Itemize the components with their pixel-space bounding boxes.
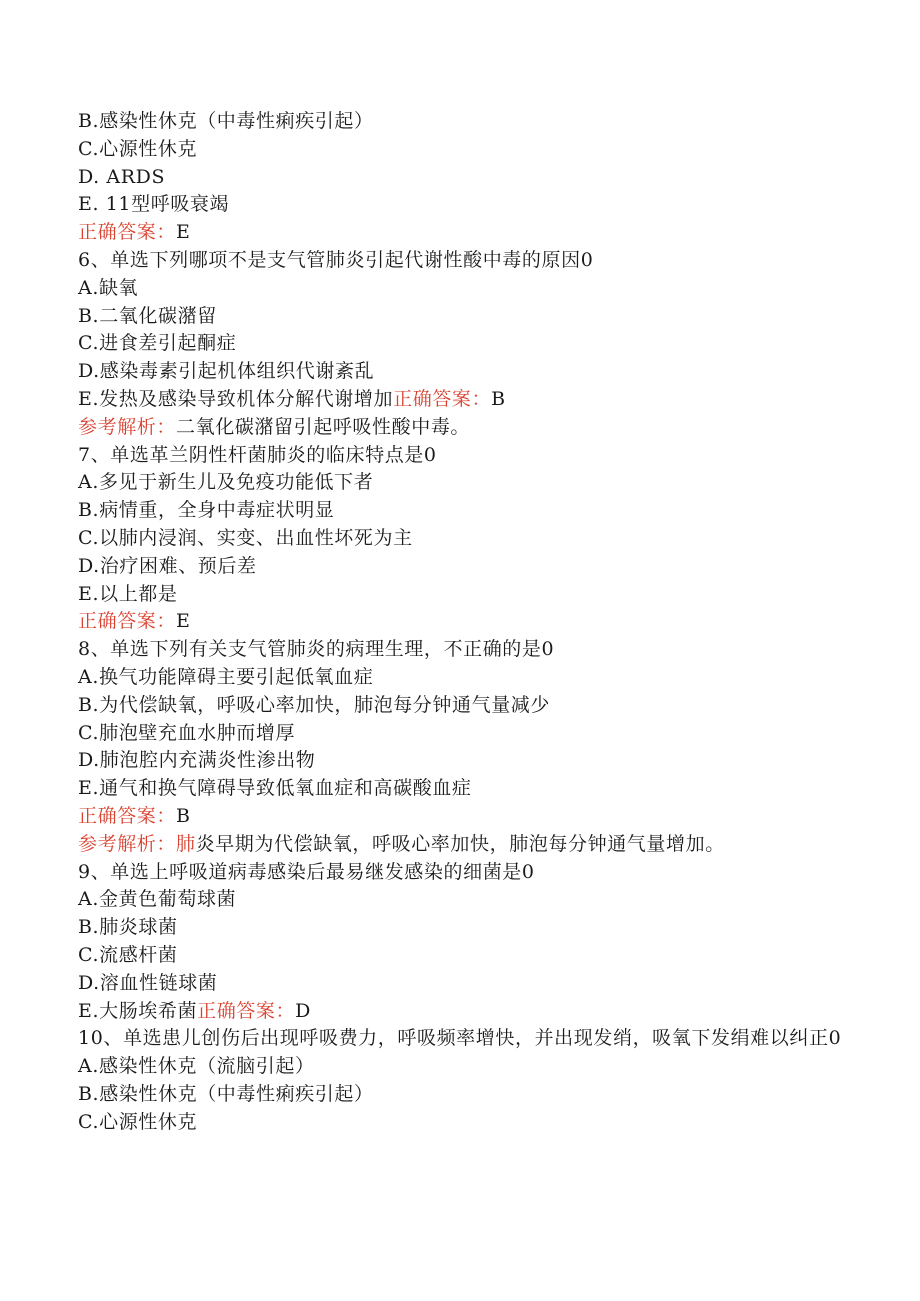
q8-answer-value: B — [176, 804, 191, 827]
q8-option-c: C.肺泡壁充血水肿而增厚 — [78, 721, 296, 744]
q8-answer-label: 正确答案： — [78, 804, 177, 827]
q6-option-b: B.二氧化碳潴留 — [78, 304, 217, 327]
q6-option-e-with-answer — [78, 386, 858, 414]
q9-answer-label: 正确答案： — [197, 999, 296, 1022]
q9-stem: 9、单选上呼吸道病毒感染后最易继发感染的细菌是0 — [78, 860, 535, 883]
q7-answer-label: 正确答案： — [78, 610, 177, 633]
q8-analysis — [78, 831, 858, 859]
q7-option-d: D.治疗困难、预后差 — [78, 554, 257, 577]
q8-analysis-text: 炎早期为代偿缺氧，呼吸心率加快，肺泡每分钟通气量增加。 — [195, 832, 725, 855]
q6-analysis-text: 二氧化碳潴留引起呼吸性酸中毒。 — [176, 415, 471, 438]
q8-option-a: A.换气功能障碍主要引起低氧血症 — [78, 665, 374, 688]
q9-answer-value: D — [295, 999, 311, 1022]
q9-option-e: E.大肠埃希菌 — [78, 999, 198, 1022]
q9-option-e-with-answer — [78, 998, 858, 1026]
q7-option-a: A.多见于新生儿及免疫功能低下者 — [78, 471, 374, 494]
q7-answer — [78, 608, 858, 636]
q5-answer-value: E — [176, 221, 191, 244]
q6-option-e: E.发热及感染导致机体分解代谢增加 — [78, 387, 394, 410]
q7-answer-value: E — [176, 610, 191, 633]
q8-option-e: E.通气和换气障碍导致低氧血症和高碳酸血症 — [78, 777, 472, 800]
q8-analysis-label: 参考解析：肺 — [78, 832, 196, 855]
q10-option-a: A.感染性休克（流脑引起） — [78, 1055, 315, 1078]
q7-option-e: E.以上都是 — [78, 582, 178, 605]
q8-answer — [78, 803, 858, 831]
q5-option-d: D. ARDS — [78, 165, 166, 188]
q6-option-d: D.感染毒素引起机体组织代谢紊乱 — [78, 360, 375, 383]
q6-option-a: A.缺氧 — [78, 276, 139, 299]
q5-answer — [78, 219, 858, 247]
q6-analysis — [78, 414, 858, 442]
q5-option-e: E. 11型呼吸衰竭 — [78, 193, 230, 216]
q9-option-d: D.溶血性链球菌 — [78, 971, 218, 994]
q5-answer-label: 正确答案： — [78, 221, 177, 244]
q10-option-b: B.感染性休克（中毒性痢疾引起） — [78, 1082, 374, 1105]
q6-analysis-label: 参考解析： — [78, 415, 177, 438]
q6-answer-value: B — [491, 387, 506, 410]
q9-option-a: A.金黄色葡萄球菌 — [78, 888, 237, 911]
q9-option-c: C.流感杆菌 — [78, 943, 178, 966]
q8-stem: 8、单选下列有关支气管肺炎的病理生理，不正确的是0 — [78, 638, 555, 661]
q6-stem: 6、单选下列哪项不是支气管肺炎引起代谢性酸中毒的原因0 — [78, 248, 594, 271]
q8-option-d: D.肺泡腔内充满炎性渗出物 — [78, 749, 316, 772]
q5-option-c: C.心源性休克 — [78, 137, 198, 160]
q6-option-c: C.进食差引起酮症 — [78, 332, 237, 355]
q5-option-b: B.感染性休克（中毒性痢疾引起） — [78, 110, 374, 132]
q6-answer-label: 正确答案： — [393, 387, 492, 410]
document-page — [78, 108, 858, 1136]
q8-option-b: B.为代偿缺氧，呼吸心率加快，肺泡每分钟通气量减少 — [78, 693, 551, 716]
q10-option-c: C.心源性休克 — [78, 1110, 198, 1133]
q9-option-b: B.肺炎球菌 — [78, 916, 178, 939]
q7-stem: 7、单选革兰阴性杆菌肺炎的临床特点是0 — [78, 443, 437, 466]
q10-stem: 10、单选患儿创伤后出现呼吸费力，呼吸频率增快，并出现发绡，吸氧下发绢难以纠正0 — [78, 1027, 842, 1050]
q7-option-c: C.以肺内浸润、实变、出血性坏死为主 — [78, 526, 413, 549]
q7-option-b: B.病情重，全身中毒症状明显 — [78, 499, 335, 522]
